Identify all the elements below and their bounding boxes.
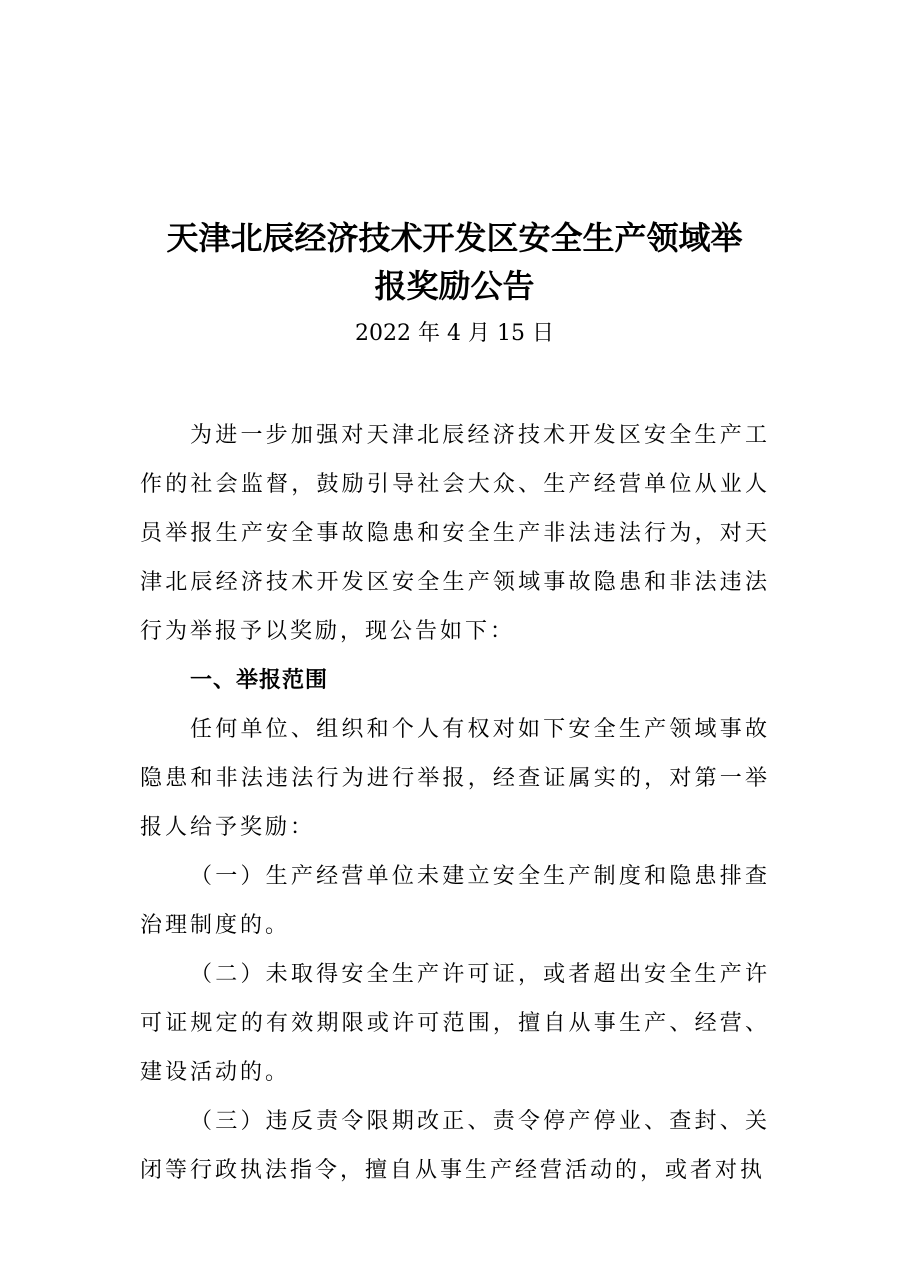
section-heading-report-scope: 一、举报范围 bbox=[190, 668, 329, 693]
item-paragraph-1: （一）生产经营单位未建立安全生产制度和隐患排查治理制度的。 bbox=[140, 864, 770, 938]
intro-paragraph: 为进一步加强对天津北辰经济技术开发区安全生产工作的社会监督，鼓励引导社会大众、生产经营单位从业人员举报生产安全事故隐患和安全生产非法违法行为，对天津北辰经济技术开发区安全生产领域事故隐患和非法违法行为举报予以奖励，现公告如下： bbox=[140, 423, 770, 644]
item-paragraph-3: （三）违反责令限期改正、责令停产停业、查封、关闭等行政执法指令，擅自从事生产经营活动的，或者对执 bbox=[140, 1109, 770, 1183]
document-title-line-1: 天津北辰经济技术开发区安全生产领域举 bbox=[166, 219, 743, 257]
document-date: 2022 年 4 月 15 日 bbox=[355, 321, 554, 346]
document-body bbox=[140, 411, 770, 1195]
item-paragraph-2: （二）未取得安全生产许可证，或者超出安全生产许可证规定的有效期限或许可范围，擅自从事生产、经营、建设活动的。 bbox=[140, 962, 770, 1085]
scope-paragraph: 任何单位、组织和个人有权对如下安全生产领域事故隐患和非法违法行为进行举报，经查证属实的，对第一举报人给予奖励： bbox=[140, 717, 770, 840]
document-title-line-2: 报奖励公告 bbox=[374, 267, 535, 305]
